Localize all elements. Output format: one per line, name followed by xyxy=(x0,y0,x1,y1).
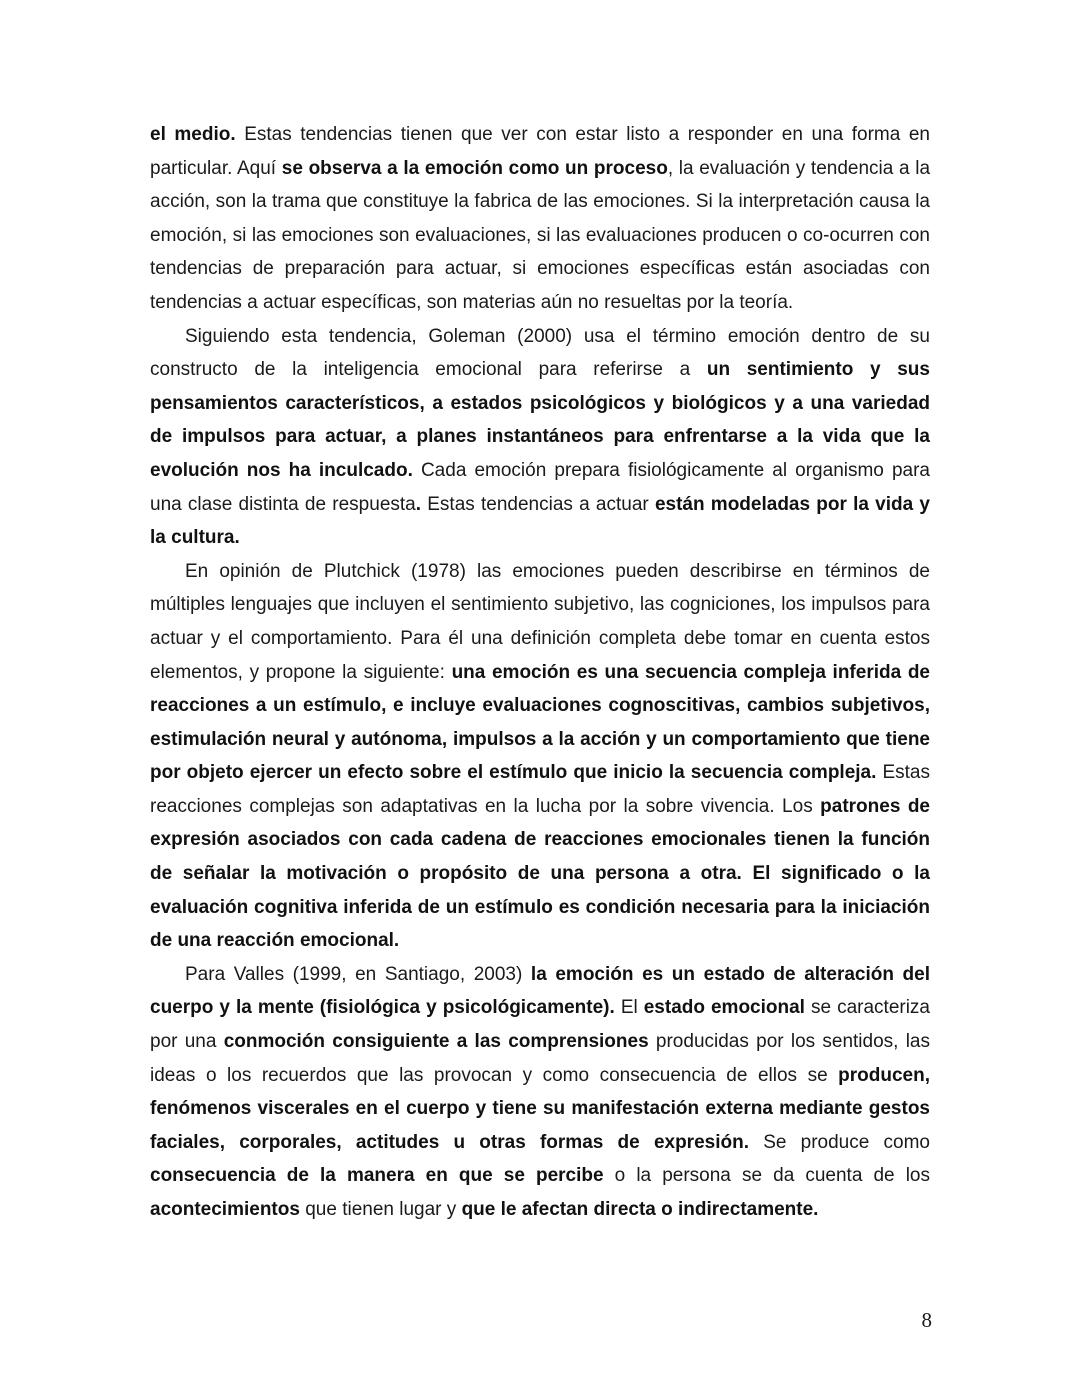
text-run: o la persona se da cuenta de los xyxy=(603,1165,930,1187)
paragraph xyxy=(150,958,930,1227)
text-run: Cada emoción prepara fisiológicamente al organismo para una clase distinta de respuesta xyxy=(150,459,930,515)
bold-text-run: están modeladas por la vida y la cultura. xyxy=(150,493,930,549)
bold-text-run: un sentimiento y sus pensamientos característicos, a estados psicológicos y biológicos y a una variedad de impulsos para actuar, a planes instantáneos para enfrentarse a la vida que la evolución nos ha inculcado. xyxy=(150,359,930,481)
text-run: producidas por los sentidos, las ideas o los recuerdos que las provocan y como consecuencia de ellos se xyxy=(150,1031,930,1086)
bold-text-run: la emoción es un estado de alteración del cuerpo y la mente (fisiológica y psicológicamente). xyxy=(150,963,930,1019)
bold-text-run: conmoción consiguiente a las comprensiones xyxy=(223,1031,649,1053)
body-text xyxy=(150,118,930,1227)
bold-text-run: una emoción es una secuencia compleja inferida de reacciones a un estímulo, e incluye evaluaciones cognoscitivas, cambios subjetivos, estimulación neural y autónoma, impulsos a la acción y un comportamiento que tiene por objeto ejercer un efecto sobre el estímulo que inicio la secuencia compleja. xyxy=(150,661,930,784)
bold-text-run: el medio. xyxy=(150,124,236,145)
text-run: Para Valles (1999, en Santiago, 2003) xyxy=(185,963,531,985)
text-run: Estas tendencias tienen que ver con estar listo a responder en una forma en particular. Aquí xyxy=(150,124,930,179)
text-run: se caracteriza por una xyxy=(150,997,930,1053)
bold-text-run: se observa a la emoción como un proceso xyxy=(281,157,668,179)
bold-text-run: acontecimientos xyxy=(150,1199,300,1220)
text-run: Se produce como xyxy=(748,1131,930,1153)
paragraph xyxy=(150,320,930,555)
bold-text-run: estado emocional xyxy=(643,997,805,1019)
text-run: que tienen lugar y xyxy=(299,1199,462,1220)
bold-text-run: producen, fenómenos viscerales en el cuerpo y tiene su manifestación externa mediante gestos faciales, corporales, actitudes u otras formas de expresión. xyxy=(150,1064,930,1153)
bold-text-run: consecuencia de la manera en que se percibe xyxy=(150,1165,604,1187)
text-run: El xyxy=(614,997,644,1019)
text-run: En opinión de Plutchick (1978) las emociones pueden describirse en términos de múltiples lenguajes que incluyen el sentimiento subjetivo, las cogniciones, los impulsos para actuar y el comportamiento. Para él una definición completa debe tomar en cuenta estos elementos, y propone la siguiente: xyxy=(150,560,930,683)
text-run: Estas reacciones complejas son adaptativas en la lucha por la sobre vivencia. Los xyxy=(150,762,930,817)
bold-text-run: . xyxy=(415,493,422,515)
text-run: Siguiendo esta tendencia, Goleman (2000) usa el término emoción dentro de su constructo de la inteligencia emocional para referirse a xyxy=(150,325,930,381)
page-number: 8 xyxy=(921,1308,932,1332)
bold-text-run: patrones de expresión asociados con cada cadena de reacciones emocionales tienen la función de señalar la motivación o propósito de una persona a otra. El significado o la evaluación cognitiva inferida de un estímulo es condición necesaria para la iniciación de una reacción emocional. xyxy=(150,795,930,952)
text-run: Estas tendencias a actuar xyxy=(421,493,655,515)
bold-text-run: que le afectan directa o indirectamente. xyxy=(461,1199,819,1220)
text-run: , la evaluación y tendencia a la acción, son la trama que constituye la fabrica de las emociones. Si la interpretación causa la emoción, si las emociones son evaluaciones, si las evaluaciones producen o co-ocurren con tendencias de preparación para actuar, si emociones específicas están asociadas con tendencias a actuar específicas, son materias aún no resueltas por la teoría. xyxy=(150,157,931,313)
paragraph xyxy=(150,118,930,320)
paragraph xyxy=(150,555,930,958)
